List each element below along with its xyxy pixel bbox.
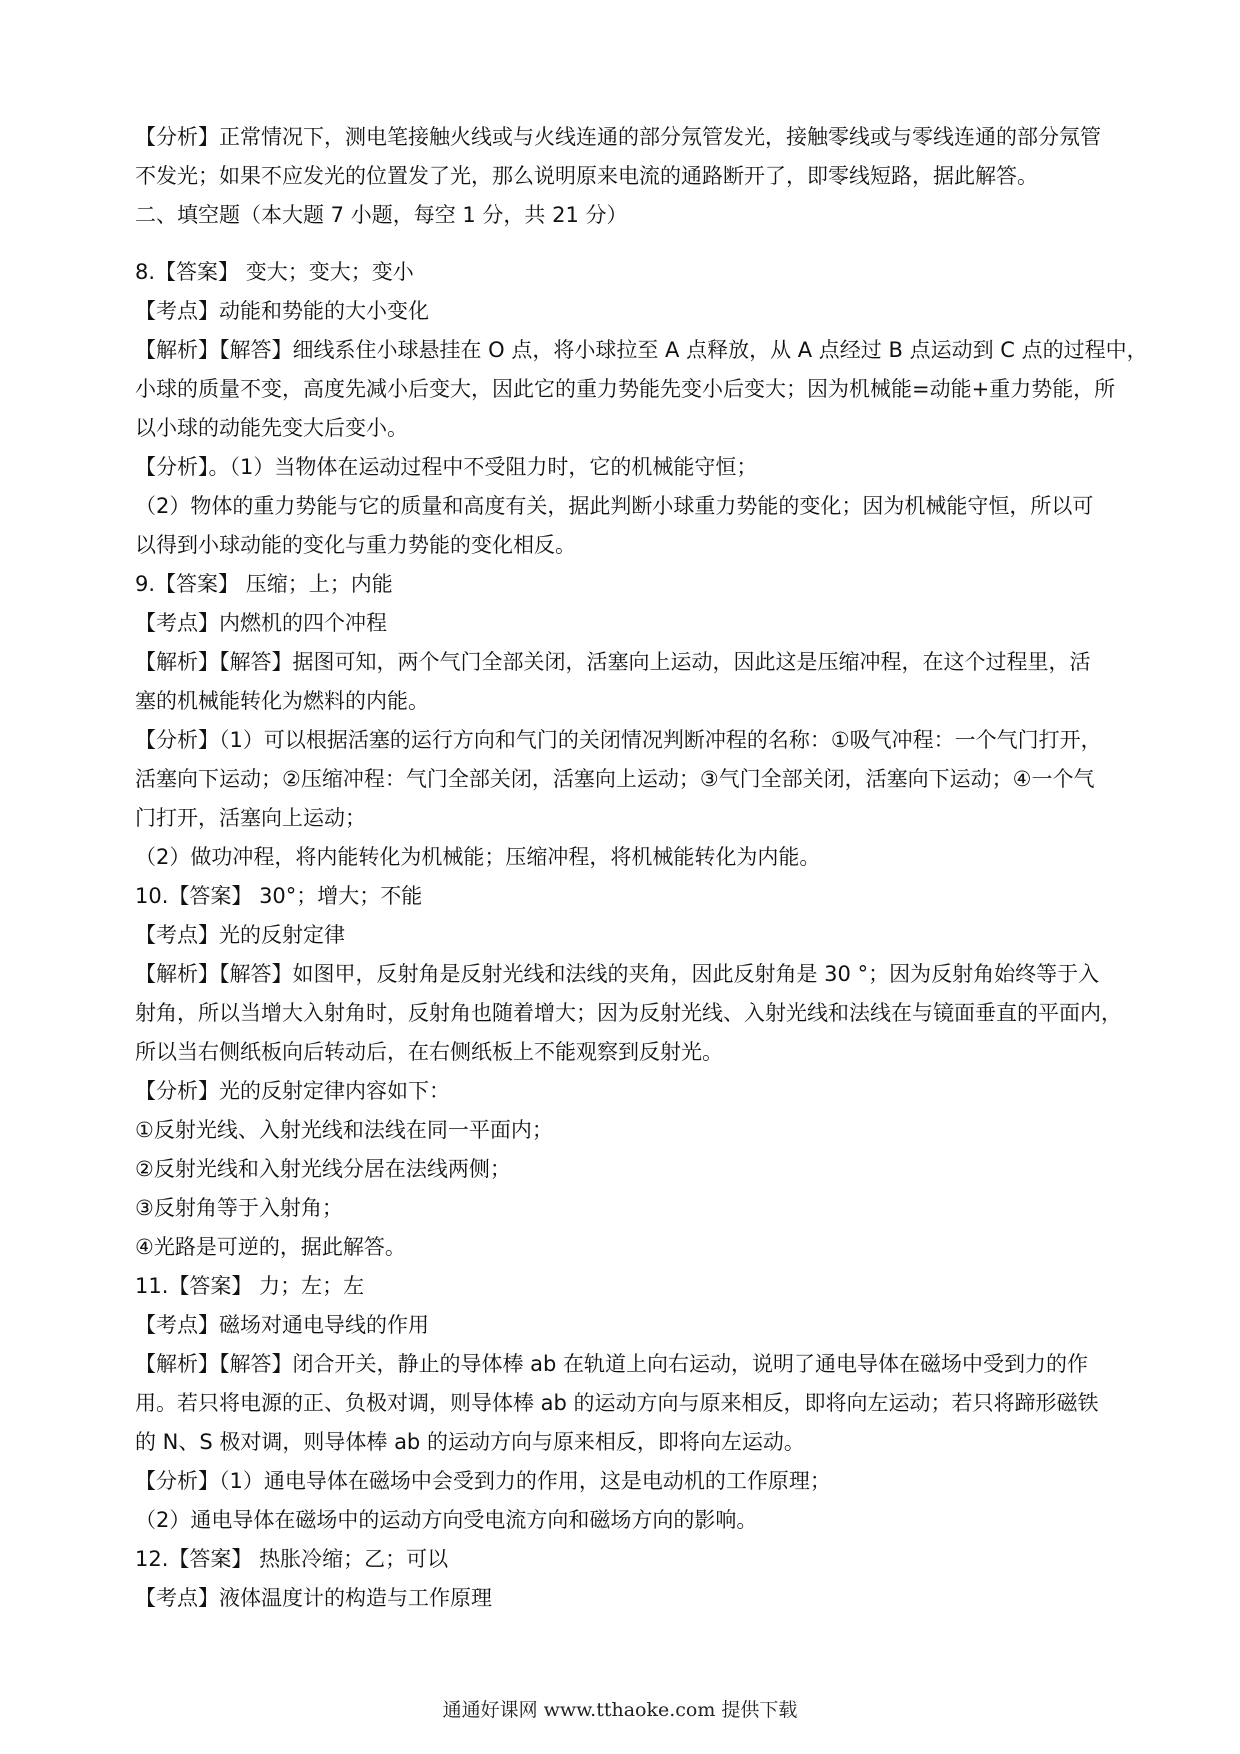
text-line: 以得到小球动能的变化与重力势能的变化相反。 — [135, 533, 576, 557]
text-line: 【考点】内燃机的四个冲程 — [135, 611, 387, 635]
answer-line: 10.【答案】 30°；增大；不能 — [135, 884, 423, 908]
list-item: ④光路是可逆的，据此解答。 — [135, 1235, 406, 1259]
list-item: ②反射光线和入射光线分居在法线两侧； — [135, 1157, 511, 1181]
text-line: 【考点】动能和势能的大小变化 — [135, 299, 429, 323]
text-line: 【分析】正常情况下，测电笔接触火线或与火线连通的部分氖管发光，接触零线或与零线连通的部分氖管 — [135, 125, 1101, 149]
section-heading: 二、填空题（本大题 7 小题，每空 1 分，共 21 分） — [135, 203, 628, 227]
text-line: 【考点】光的反射定律 — [135, 923, 345, 947]
text-line: 【分析】。（1）当物体在运动过程中不受阻力时，它的机械能守恒； — [135, 455, 758, 479]
answer-line: 12.【答案】 热胀冷缩；乙；可以 — [135, 1547, 449, 1571]
text-line: 【考点】磁场对通电导线的作用 — [135, 1313, 429, 1337]
text-line: 射角，所以当增大入射角时，反射角也随着增大；因为反射光线、入射光线和法线在与镜面垂直的平面内， — [135, 1001, 1122, 1025]
text-line: （2）物体的重力势能与它的质量和高度有关，据此判断小球重力势能的变化；因为机械能守恒，所以可 — [135, 494, 1094, 518]
list-item: ①反射光线、入射光线和法线在同一平面内； — [135, 1118, 553, 1142]
text-line: 门打开，活塞向上运动； — [135, 806, 366, 830]
text-line: 用。若只将电源的正、负极对调，则导体棒 ab 的运动方向与原来相反，即将向左运动；若只将蹄形磁铁 — [135, 1391, 1099, 1415]
text-line: （2）做功冲程，将内能转化为机械能；压缩冲程，将机械能转化为内能。 — [135, 845, 821, 869]
text-line: 【解析】【解答】如图甲，反射角是反射光线和法线的夹角，因此反射角是 30 °；因为反射角始终等于入 — [135, 962, 1100, 986]
text-line: 【解析】【解答】细线系住小球悬挂在 O 点，将小球拉至 A 点释放，从 A 点经过 B 点运动到 C 点的过程中， — [135, 338, 1148, 362]
text-line: 所以当右侧纸板向后转动后，在右侧纸板上不能观察到反射光。 — [135, 1040, 723, 1064]
text-line: 【分析】光的反射定律内容如下： — [135, 1079, 450, 1103]
text-line: 【解析】【解答】闭合开关，静止的导体棒 ab 在轨道上向右运动，说明了通电导体在磁场中受到力的作 — [135, 1352, 1089, 1376]
text-line: 【解析】【解答】据图可知，两个气门全部关闭，活塞向上运动，因此这是压缩冲程，在这个过程里，活 — [135, 650, 1091, 674]
answer-line: 9.【答案】 压缩；上；内能 — [135, 572, 393, 596]
text-line: 以小球的动能先变大后变小。 — [135, 416, 408, 440]
text-line: 【考点】液体温度计的构造与工作原理 — [135, 1586, 492, 1610]
text-line: 【分析】（1）通电导体在磁场中会受到力的作用，这是电动机的工作原理； — [135, 1469, 831, 1493]
text-line: 活塞向下运动；②压缩冲程：气门全部关闭，活塞向上运动；③气门全部关闭，活塞向下运动；④一个气 — [135, 767, 1095, 791]
text-line: 不发光；如果不应发光的位置发了光，那么说明原来电流的通路断开了，即零线短路，据此解答。 — [135, 164, 1038, 188]
text-line: 【分析】（1）可以根据活塞的运行方向和气门的关闭情况判断冲程的名称：①吸气冲程：一个气门打开， — [135, 728, 1102, 752]
text-line: 塞的机械能转化为燃料的内能。 — [135, 689, 429, 713]
text-line: 小球的质量不变，高度先减小后变大，因此它的重力势能先变小后变大；因为机械能=动能+重力势能，所 — [135, 377, 1116, 401]
answer-line: 8.【答案】 变大；变大；变小 — [135, 260, 414, 284]
answer-line: 11.【答案】 力；左；左 — [135, 1274, 365, 1298]
document-body — [135, 118, 1148, 1618]
list-item: ③反射角等于入射角； — [135, 1196, 343, 1220]
page-footer: 通通好课网 www.tthaoke.com 提供下载 — [442, 1699, 798, 1721]
text-line: 的 N、S 极对调，则导体棒 ab 的运动方向与原来相反，即将向左运动。 — [135, 1430, 805, 1454]
text-line: （2）通电导体在磁场中的运动方向受电流方向和磁场方向的影响。 — [135, 1508, 758, 1532]
